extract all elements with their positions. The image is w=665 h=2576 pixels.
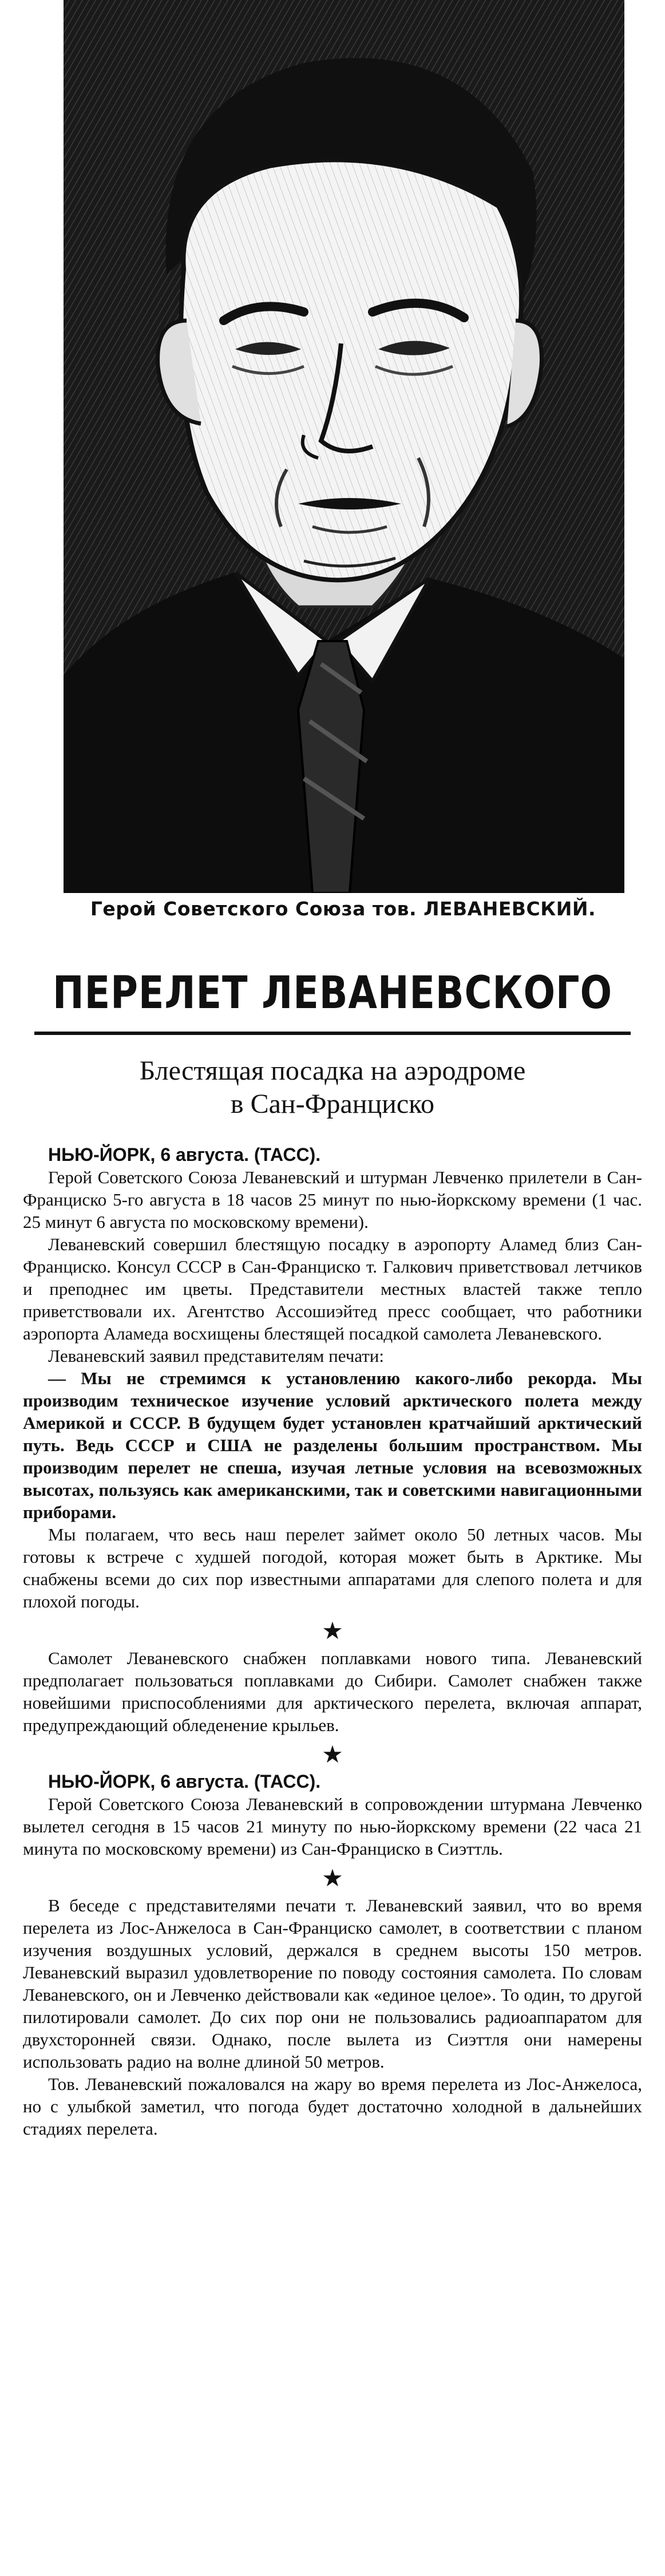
dateline: НЬЮ-ЙОРК, 6 августа. (ТАСС). (48, 1771, 321, 1792)
headline-rule (34, 1032, 631, 1035)
article-body (23, 1144, 642, 2140)
subheadline-line-2: в Сан-Франциско (230, 1089, 435, 1119)
star-separator: ★ (322, 1864, 343, 1892)
paragraph: — Мы не стремимся к установлению какого-либо рекорда. Мы производим техническое изучение условий арктического полета между Америкой и СССР. В будущем будет установлен кратчайший арктический путь. Ведь СССР и США не разделены большим пространством. Мы производим перелет не спеша, изучая летные условия на всевозможных высотах, пользуясь как американскими, так и советскими навигационными приборами. (23, 1368, 642, 1522)
paragraph: Леваневский совершил блестящую посадку в аэропорту Аламед близ Сан-Франциско. Консул СССР в Сан-Франциско т. Галкович приветствовал летчиков и преподнес им цветы. Представители местных властей также тепло приветствовали их. Агентство Ассошиэйтед пресс сообщает, что работники аэропорта Аламеда восхищены блестящей посадкой самолета Леваневского. (23, 1234, 642, 1344)
paragraph: Герой Советского Союза Леваневский в сопровождении штурмана Левченко вылетел сегодня в 15 часов 21 минуту по нью-йоркскому времени (22 часа 21 минута по московскому времени) из Сан-Франциско в Сиэттль. (23, 1794, 642, 1859)
paragraph: Герой Советского Союза Леваневский и штурман Левченко прилетели в Сан-Франциско 5-го августа в 18 часов 25 минут по нью-йоркскому времени (1 час. 25 минут 6 августа по московскому времени). (23, 1167, 642, 1232)
star-separator: ★ (322, 1617, 343, 1645)
paragraph: Самолет Леваневского снабжен поплавками нового типа. Леваневский предполагает пользоваться поплавками до Сибири. Самолет снабжен также новейшими приспособлениями для арктического перелета, включая аппарат, предупреждающий обледенение крыльев. (23, 1648, 642, 1735)
paragraph: В беседе с представителями печати т. Леваневский заявил, что во время перелета из Лос-Анжелоса в Сан-Франциско самолет, в соответствии с планом изучения воздушных условий, держался в среднем высоты 150 метров. Леваневский выразил удовлетворение по поводу состояния самолета. По словам Леваневского, он и Левченко действовали как «единое целое». То один, то другой пилотировали самолет. До сих пор они не пользовались радиоаппаратом для двухсторонней связи. Однако, после вылета из Сиэттля они намерены использовать радио на волне длиной 50 метров. (23, 1895, 642, 2072)
dateline: НЬЮ-ЙОРК, 6 августа. (ТАСС). (48, 1144, 321, 1165)
headline: ПЕРЕЛЕТ ЛЕВАНЕВСКОГО (53, 967, 612, 1019)
paragraph: Тов. Леваневский пожаловался на жару во время перелета из Лос-Анжелоса, но с улыбкой заметил, что погода будет достаточно холодной в дальнейших стадиях перелета. (23, 2074, 642, 2139)
subheadline-line-1: Блестящая посадка на аэродроме (139, 1056, 526, 1086)
star-separator: ★ (322, 1740, 343, 1768)
paragraph: Леваневский заявил представителям печати: (48, 1346, 384, 1366)
portrait-illustration (29, 0, 636, 893)
portrait-caption: Герой Советского Союза тов. ЛЕВАНЕВСКИЙ. (90, 898, 596, 920)
subheadline (23, 1054, 642, 1121)
paragraph: Мы полагаем, что весь наш перелет займет около 50 летных часов. Мы готовы к встрече с худшей погодой, которая может быть в Арктике. Мы снабжены всеми до сих пор известными аппаратами для слепого полета и для плохой погоды. (23, 1524, 642, 1611)
portrait-block (29, 0, 636, 927)
